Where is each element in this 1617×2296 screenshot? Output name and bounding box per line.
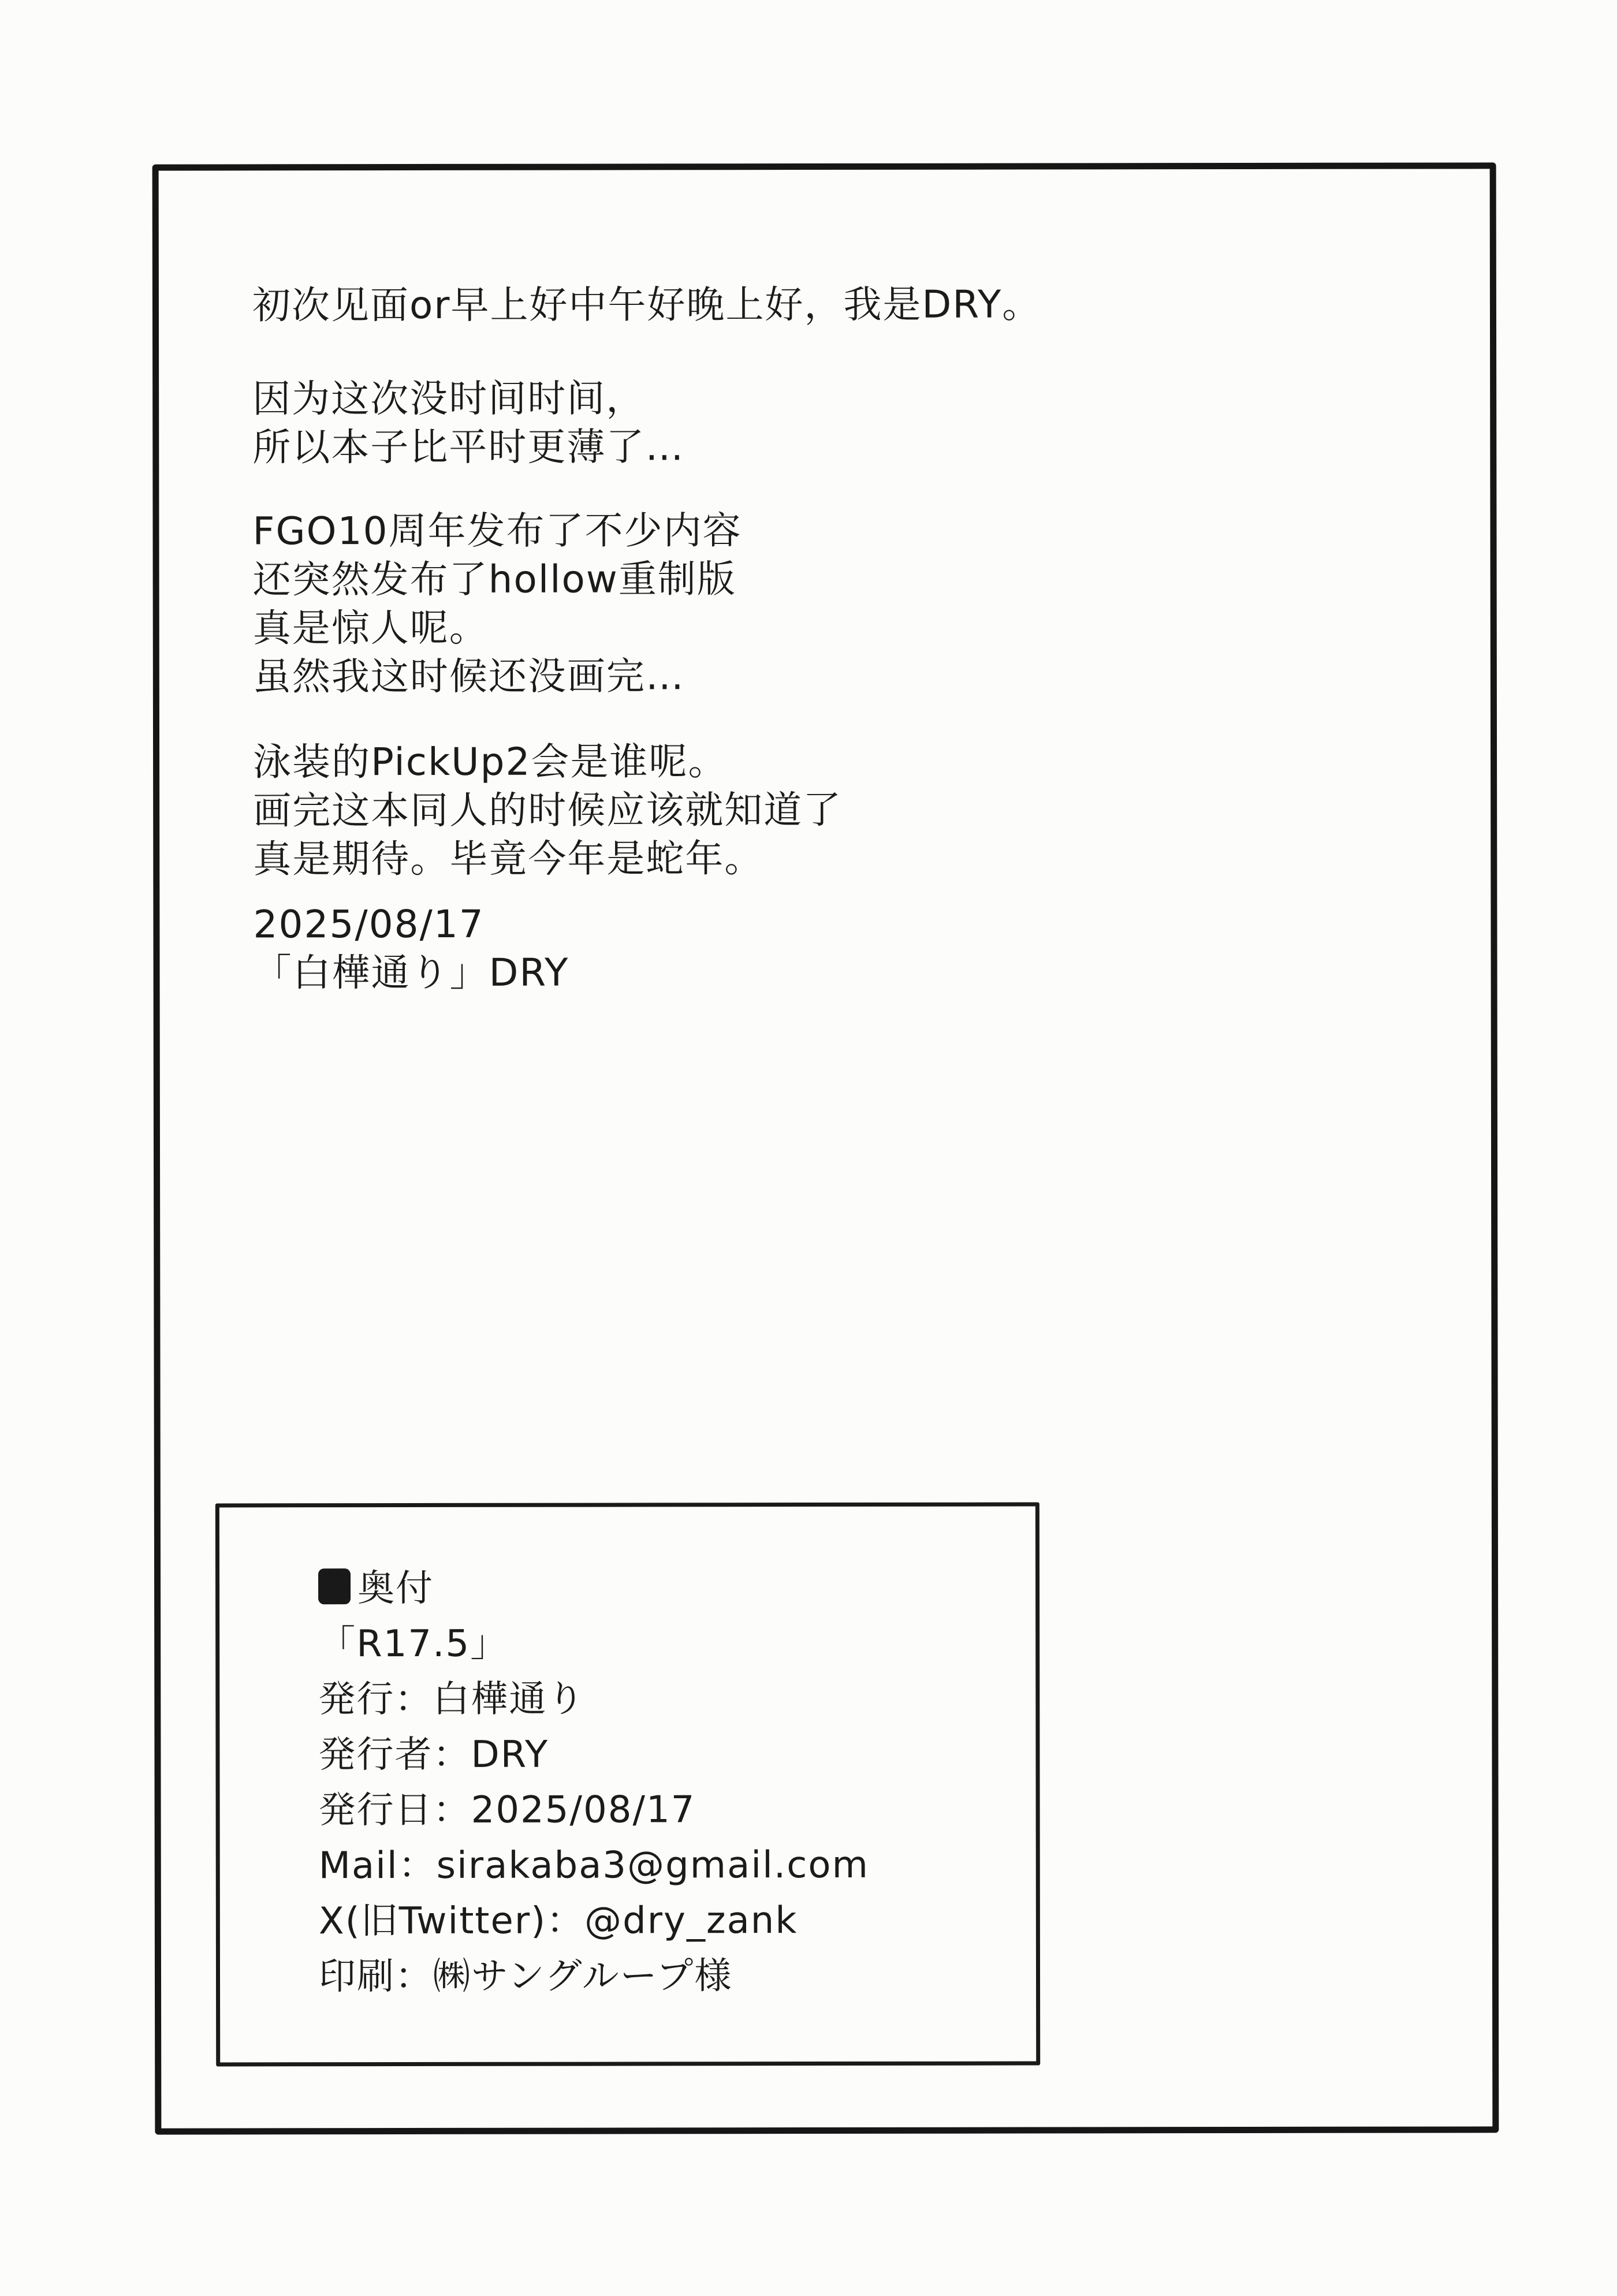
afterword-line: 虽然我这时候还没画完… [252, 654, 685, 699]
black-square-icon [318, 1568, 351, 1604]
afterword-line: 所以本子比平时更薄了… [252, 424, 685, 470]
colophon-twitter: X(旧Twitter)：@dry_zank [318, 1899, 798, 1943]
afterword-line: 因为这次没时间时间， [252, 376, 646, 422]
colophon-box [215, 1502, 1040, 2066]
page-border-frame [152, 162, 1499, 2134]
afterword-line: FGO10周年发布了不少内容 [252, 508, 742, 554]
colophon-mail: Mail：sirakaba3@gmail.com [318, 1843, 869, 1888]
colophon-heading-line [318, 1560, 869, 1616]
afterword-line: 初次见面or早上好中午好晚上好，我是DRY。 [252, 282, 1042, 328]
afterword-paragraph-greeting [252, 280, 1041, 330]
afterword-paragraph-signature [253, 900, 569, 998]
afterword-paragraph-pickup [253, 737, 842, 884]
afterword-line: 泳装的PickUp2会是谁呢。 [253, 739, 728, 785]
colophon-text-block [318, 1560, 869, 2004]
afterword-date: 2025/08/17 [253, 901, 485, 947]
afterword-line: 画完这本同人的时候应该就知道了 [253, 787, 843, 833]
colophon-author: 発行者：DRY [318, 1733, 549, 1777]
afterword-paragraph-fgo [252, 506, 742, 701]
colophon-title: 「R17.5」 [318, 1622, 509, 1666]
afterword-paragraph-apology [252, 374, 684, 472]
afterword-line: 真是期待。毕竟今年是蛇年。 [253, 836, 764, 882]
afterword-line: 还突然发布了hollow重制版 [252, 557, 736, 602]
colophon-date: 発行日：2025/08/17 [318, 1788, 696, 1832]
afterword-circle-name: 「白樺通り」DRY [253, 950, 569, 996]
colophon-printer: 印刷：㈱サングループ様 [318, 1955, 733, 1999]
colophon-heading: 奥付 [357, 1567, 434, 1611]
colophon-publisher: 発行：白樺通り [318, 1678, 586, 1721]
afterword-line: 真是惊人呢。 [252, 605, 489, 651]
afterword-text-block [252, 280, 1407, 996]
